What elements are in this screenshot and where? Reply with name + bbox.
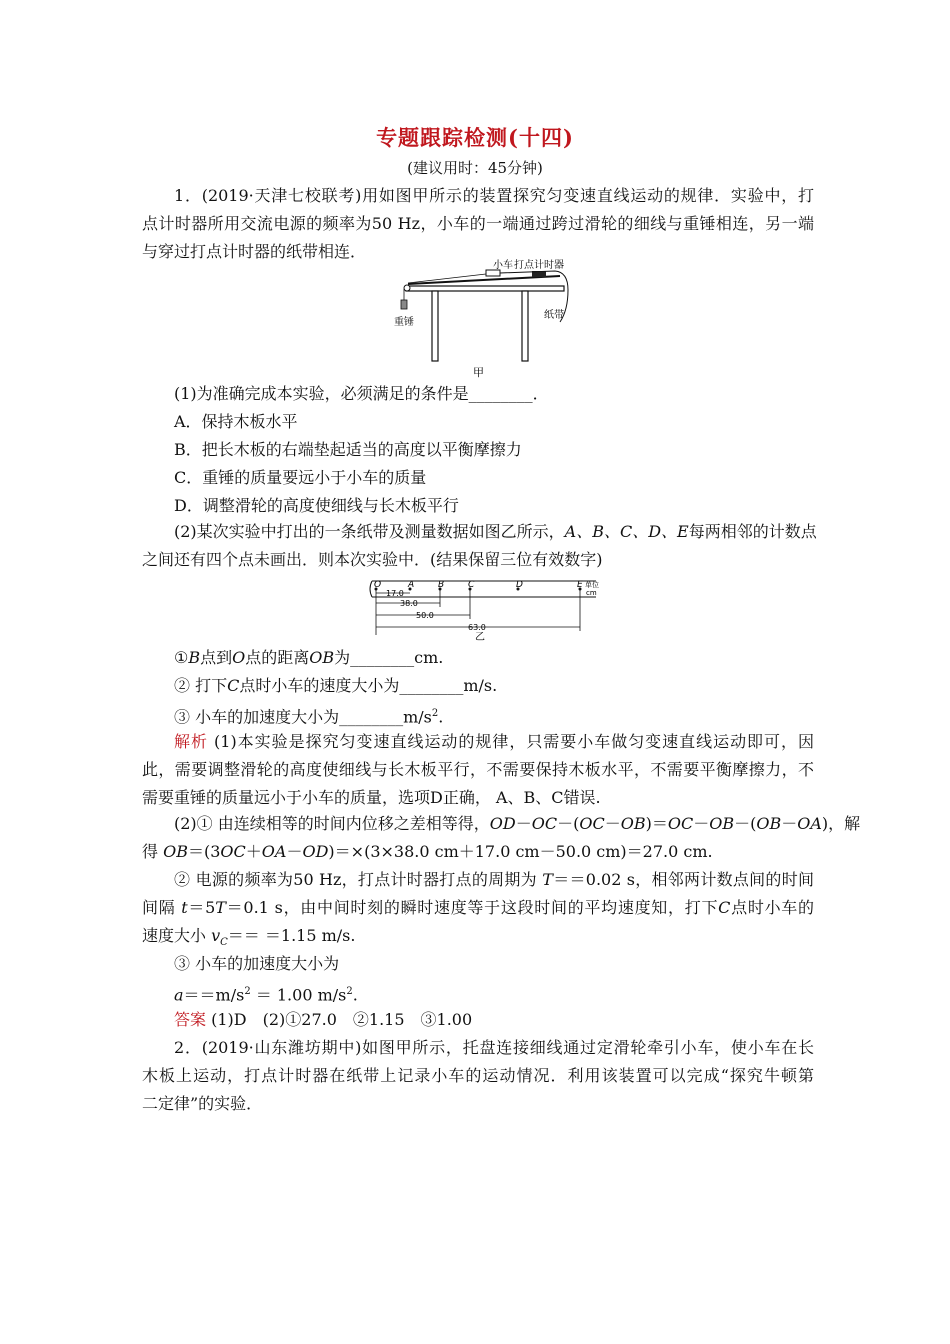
analysis-s1-line-2: 此，需要调整滑轮的高度使细线与长木板平行，不需要保持木板水平，不需要平衡摩擦力，不 — [142, 760, 814, 779]
label-tape: 纸带 — [544, 310, 564, 321]
answer-label: 答案 — [174, 1010, 207, 1029]
q2-stem-line-1: 2．(2019·山东潍坊期中)如图甲所示，托盘连接细线通过定滑轮牵引小车，使小车在长 — [174, 1038, 814, 1057]
table-leg-right — [522, 291, 528, 361]
analysis-s4-line-2: $a==m/s^2 = 1.00$ $m/s^2$. — [174, 985, 358, 1005]
answer-line: 答案 (1)D (2)①27.0 ②1.15 ③1.00 — [174, 1010, 473, 1029]
page-title: 专题跟踪检测(十四) — [376, 125, 574, 150]
q1-option-c: C．重锤的质量要远小于小车的质量 — [174, 468, 427, 487]
unit-text: cm — [586, 589, 597, 597]
distance-label: 17.0 — [386, 589, 404, 598]
label-timer: 打点计时器 — [514, 260, 564, 271]
table-leg-left — [432, 291, 438, 361]
q1-stem-line-2: 点计时器所用交流电源的频率为50 Hz，小车的一端通过跨过滑轮的细线与重锤相连，另一端 — [142, 214, 814, 233]
analysis-s1-line-1: 解析 (1)本实验是探究匀变速直线运动的规律，只需要小车做匀变速直线运动即可，因 — [174, 732, 814, 751]
analysis-s3-line-2: 间隔 t＝5T＝0.1 s，由中间时刻的瞬时速度等于这段时间的平均速度知，打下C点时小车的 — [142, 898, 814, 917]
table-top — [406, 286, 564, 291]
analysis-s1-line-3: 需要重锤的质量远小于小车的质量，选项D正确， A、B、C错误. — [142, 788, 601, 807]
point-label: A — [408, 580, 415, 590]
q1-sub2: ② 打下C点时小车的速度大小为________m/s. — [174, 676, 498, 695]
q1-stem-line-1: 1．(2019·天津七校联考)用如图甲所示的装置探究匀变速直线运动的规律．实验中，打 — [174, 186, 814, 205]
q1-sub3: ③ 小车的加速度大小为$\_\_\_\_\_\_\_\_m/s^2$. — [174, 707, 444, 727]
distance-label: 50.0 — [416, 611, 434, 620]
q1-stem-line-3: 与穿过打点计时器的纸带相连． — [142, 242, 367, 261]
page-subtitle: (建议用时：45分钟) — [407, 159, 543, 177]
q1-part1: (1)为准确完成本实验，必须满足的条件是________． — [174, 384, 549, 403]
q1-sub1: ①B点到O点的距离OB为________cm. — [174, 648, 444, 667]
figure-tape — [368, 577, 599, 643]
analysis-s3-line-3: 速度大小 $v_C== =1.15$ m/s. — [142, 926, 356, 949]
analysis-label: 解析 — [174, 732, 208, 751]
analysis-s4-line-1: ③ 小车的加速度大小为 — [174, 954, 340, 973]
point-label: O — [374, 580, 382, 590]
label-cart: 小车 — [493, 260, 513, 271]
distance-label: 38.0 — [400, 599, 418, 608]
point-label: C — [468, 580, 475, 590]
q1-option-d: D．调整滑轮的高度使细线与长木板平行 — [174, 496, 459, 515]
unit-label: 单位 — [585, 581, 599, 589]
q2-stem-line-3: 二定律”的实验． — [142, 1094, 263, 1113]
pulley-icon — [404, 285, 410, 291]
analysis-s2-line-2: 得 OB＝(3OC＋OA－OD)＝×(3×38.0 cm＋17.0 cm－50.0 cm)＝27.0 cm. — [142, 842, 713, 861]
point-label: D — [516, 580, 523, 590]
point-label: B — [438, 580, 445, 590]
q1-option-a: A．保持木板水平 — [174, 412, 298, 431]
weight-icon — [401, 300, 407, 309]
q1-part2-line-2: 之间还有四个点未画出．则本次实验中．(结果保留三位有效数字) — [142, 550, 603, 569]
distance-label: 63.0 — [468, 623, 486, 632]
figure-apparatus — [390, 262, 580, 380]
point-label: E — [577, 580, 583, 590]
analysis-s2-line-1: (2)① 由连续相等的时间内位移之差相等得，OD－OC－(OC－OB)＝OC－OB－(OB－OA)，解 — [174, 814, 861, 833]
figure-caption-a: 甲 — [473, 366, 484, 379]
q1-part2-line-1: (2)某次实验中打出的一条纸带及测量数据如图乙所示，A、B、C、D、E每两相邻的计数点 — [174, 522, 817, 541]
label-weight: 重锤 — [394, 317, 414, 328]
tape-left-end — [370, 581, 372, 597]
figure-caption-b: 乙 — [475, 632, 485, 643]
analysis-s3-line-1: ② 电源的频率为50 Hz，打点计时器打点的周期为 T＝＝0.02 s，相邻两计数点间的时间 — [174, 870, 814, 889]
q1-option-b: B．把长木板的右端垫起适当的高度以平衡摩擦力 — [174, 440, 522, 459]
q2-stem-line-2: 木板上运动，打点计时器在纸带上记录小车的运动情况．利用该装置可以完成“探究牛顿第 — [142, 1066, 814, 1085]
